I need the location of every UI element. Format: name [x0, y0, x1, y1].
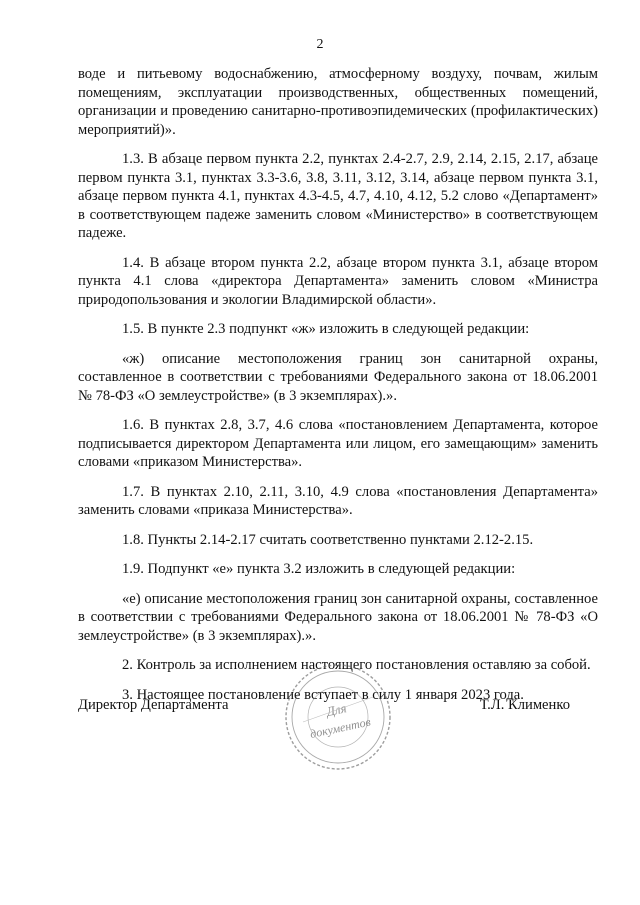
- paragraph-3: 3. Настоящее постановление вступает в силу 1 января 2023 года.: [122, 686, 524, 703]
- paragraph-1-6: 1.6. В пунктах 2.8, 3.7, 4.6 слова «постановлением Департамента, которое подписывается директором Департамента или лицом, его замещающим» заменить словами «приказом Министерства».: [78, 417, 598, 470]
- document-body: [78, 65, 598, 715]
- signatory-name: Т.Л. Клименко: [479, 697, 570, 713]
- paragraph-1-3: 1.3. В абзаце первом пункта 2.2, пунктах 2.4-2.7, 2.9, 2.14, 2.15, 2.17, абзаце первом пункта 3.1, пунктах 3.3-3.6, 3.8, 3.11, 3.12, 3.14, абзаце первом пункта 3.1, абзаце первом пункта 4.1, пунктах 4.3-4.5, 4.7, 4.10, 4.12, 5.2 слово «Департамент» в соответствующем падеже заменить словом «Министерство» в соответствующем падеже.: [78, 151, 598, 241]
- svg-text:Для: Для: [325, 700, 348, 720]
- svg-text:документов: документов: [308, 714, 372, 742]
- paragraph-2: 2. Контроль за исполнением настоящего постановления оставляю за собой.: [122, 657, 591, 673]
- paragraph-1-5: 1.5. В пункте 2.3 подпункт «ж» изложить в следующей редакции:: [122, 321, 530, 337]
- paragraph-continuation: воде и питьевому водоснабжению, атмосферному воздуху, почвам, жилым помещениям, эксплуатации производственных, общественных помещений, организации и проведению санитарно-противоэпидемических (профилактических) мероприятий)».: [78, 66, 598, 138]
- signatory-position: Директор Департамента: [78, 697, 229, 713]
- paragraph-1-9: 1.9. Подпункт «е» пункта 3.2 изложить в следующей редакции:: [122, 561, 516, 577]
- paragraph-1-8: 1.8. Пункты 2.14-2.17 считать соответственно пунктами 2.12-2.15.: [122, 531, 534, 548]
- page-number: 2: [316, 37, 324, 52]
- paragraph-1-4: 1.4. В абзаце втором пункта 2.2, абзаце втором пункта 3.1, абзаце втором пункта 4.1 слова «директора Департамента» заменить словом «Министра природопользования и экологии Владимирской области».: [78, 254, 598, 308]
- official-seal-icon: [283, 662, 393, 772]
- paragraph-1-9-text: «е) описание местоположения границ зон санитарной охраны, составленное в соответствии с требованиями Федерального закона от 18.06.2001 № 78-ФЗ «О землеустройстве» (в 3 экземплярах).».: [78, 590, 598, 644]
- paragraph-1-5-text: «ж) описание местоположения границ зон санитарной охраны, составленное в соответствии с требованиями Федерального закона от 18.06.2001 № 78-ФЗ «О землеустройстве» (в 3 экземплярах).».: [78, 350, 598, 404]
- paragraph-1-7: 1.7. В пунктах 2.10, 2.11, 3.10, 4.9 слова «постановления Департамента» заменить словами «приказа Министерства».: [78, 483, 598, 518]
